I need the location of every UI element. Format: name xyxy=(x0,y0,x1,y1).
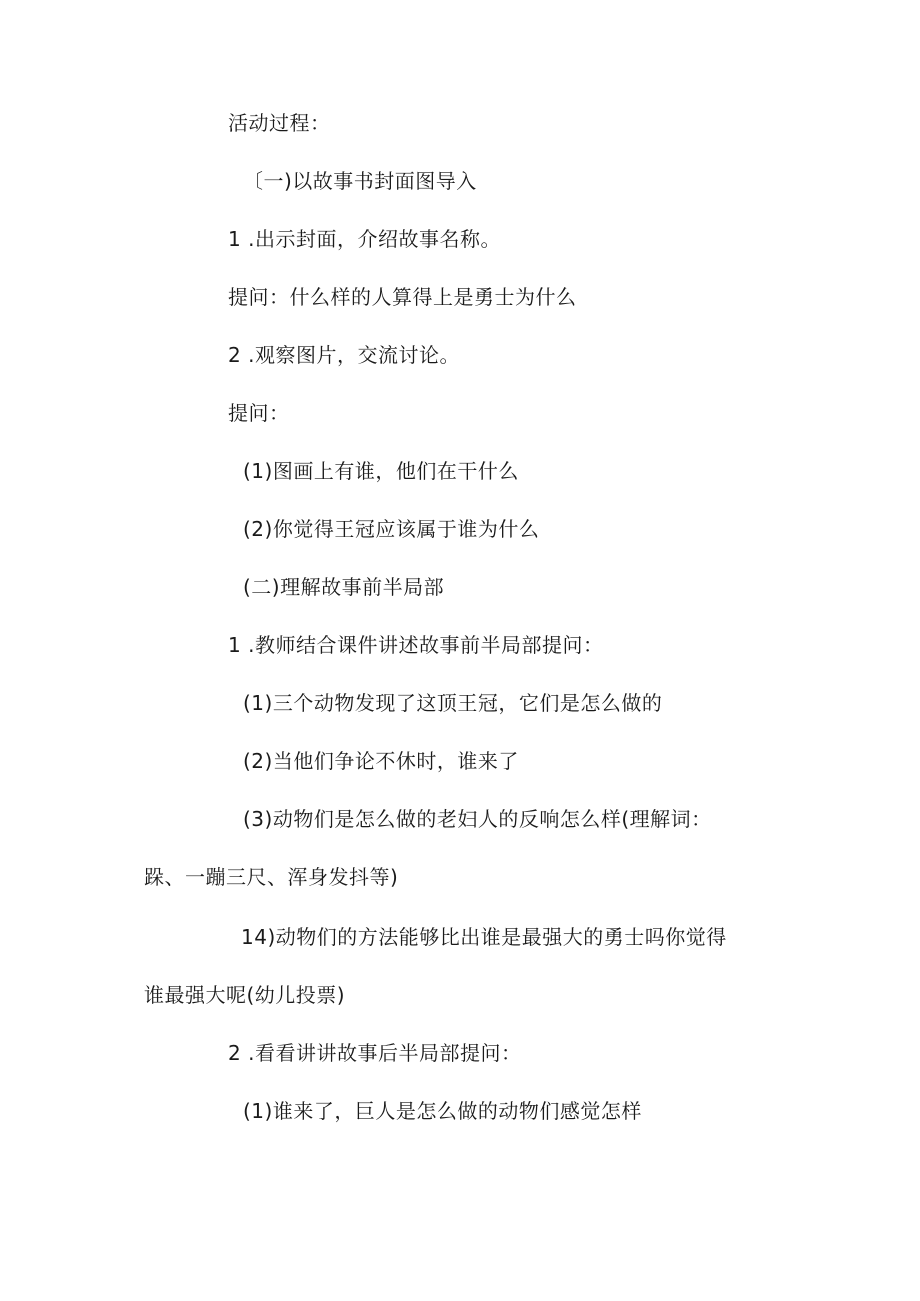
sub-question-1: (1)图画上有谁，他们在干什么 xyxy=(243,459,519,483)
sub-question-4: (2)当他们争论不休时，谁来了 xyxy=(243,749,519,773)
step-item-1: 1 .出示封面，介绍故事名称。 xyxy=(228,227,501,251)
question-line: 提问：什么样的人算得上是勇士为什么 xyxy=(228,285,577,309)
step-item-look-and-tell: 2 .看看讲讲故事后半局部提问： xyxy=(228,1041,522,1065)
subsection-heading-2: (二)理解故事前半局部 xyxy=(243,575,445,599)
sub-question-5: (3)动物们是怎么做的老妇人的反响怎么样(理解词： xyxy=(243,807,712,831)
sub-question-6-continued: 谁最强大呢(幼儿投票) xyxy=(144,983,346,1007)
subsection-heading-1: 〔一)以故事书封面图导入 xyxy=(243,169,477,193)
sub-question-6: 14)动物们的方法能够比出谁是最强大的勇士吗你觉得 xyxy=(241,925,727,949)
section-heading-activity-process: 活动过程： xyxy=(228,111,331,135)
step-item-teacher: 1 .教师结合课件讲述故事前半局部提问： xyxy=(228,633,604,657)
step-item-2: 2 .观察图片，交流讨论。 xyxy=(228,343,460,367)
sub-question-3: (1)三个动物发现了这顶王冠，它们是怎么做的 xyxy=(243,691,663,715)
sub-question-5-continued: 跺、一蹦三尺、浑身发抖等) xyxy=(144,865,399,889)
question-label: 提问： xyxy=(228,401,290,425)
sub-question-2: (2)你觉得王冠应该属于谁为什么 xyxy=(243,517,540,541)
sub-question-7: (1)谁来了，巨人是怎么做的动物们感觉怎样 xyxy=(243,1099,642,1123)
